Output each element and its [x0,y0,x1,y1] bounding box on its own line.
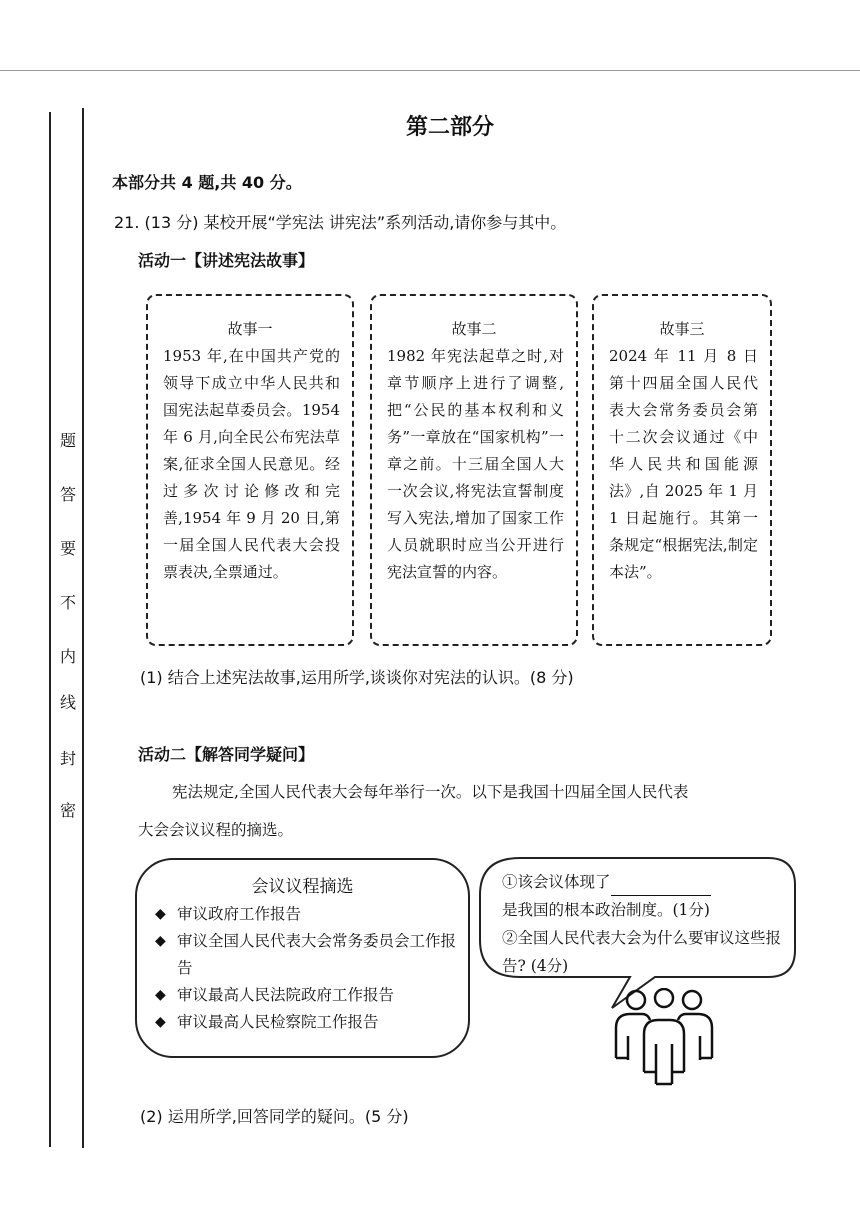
q1-prefix: ①该会议体现了 [502,873,611,891]
margin-char: 题 [59,431,76,450]
diamond-bullet-icon: ◆ [155,987,166,1003]
sub-question-1: (1) 结合上述宪法故事,运用所学,谈谈你对宪法的认识。(8 分) [140,668,574,687]
answer-blank[interactable] [611,879,711,896]
agenda-item: ◆ 审议政府工作报告 [155,901,456,928]
question-bubble-text [502,868,792,980]
margin-char: 要 [59,539,76,558]
activity-2-intro-line-2: 大会会议议程的摘选。 [138,821,294,839]
agenda-item: ◆ 审议全国人民代表大会常务委员会工作报告 [155,928,456,982]
agenda-title: 会议议程摘选 [251,877,354,897]
activity-2-intro-line-1: 宪法规定,全国人民代表大会每年举行一次。以下是我国十四届全国人民代表 [172,783,689,801]
margin-char: 答 [59,485,76,504]
diamond-bullet-icon: ◆ [155,933,166,949]
section-intro: 本部分共 4 题,共 40 分。 [112,173,302,192]
margin-char: 线 [59,693,76,712]
activity-2-heading: 活动二【解答同学疑问】 [138,745,315,764]
story-body: 1953 年,在中国共产党的领导下成立中华人民共和国宪法起草委员会。1954 年 6 月,向全民公布宪法草案,征求全国人民意见。经过多次讨论修改和完善,1954 年 9 月 20 日,第一届全国人民代表大会投票表决,全票通过。 [163,347,340,581]
story-title: 故事一 [227,320,273,338]
question-21: 21. (13 分) 某校开展“学宪法 讲宪法”系列活动,请你参与其中。 [114,213,567,232]
three-people-icon [608,988,720,1088]
margin-char: 封 [59,749,76,768]
story-body: 1982 年宪法起草之时,对章节顺序上进行了调整,把“公民的基本权利和义务”一章放在“国家机构”一章之前。十三届全国人大一次会议,将宪法宣誓制度写入宪法,增加了国家工作人员就职时应当公开进行宪法宣誓的内容。 [387,347,564,581]
page-title: 第二部分 [405,115,494,140]
diamond-bullet-icon: ◆ [155,906,166,922]
margin-char: 密 [59,801,76,820]
diamond-bullet-icon: ◆ [155,1014,166,1030]
q1-suffix: 是我国的根本政治制度。(1分) [502,901,710,919]
sub-question-2: (2) 运用所学,回答同学的疑问。(5 分) [140,1107,409,1126]
margin-char: 不 [59,593,76,612]
story-body: 2024 年 11 月 8 日第十四届全国人民代表大会常务委员会第十二次会议通过《中华人民共和国能源法》,自 2025 年 1 月 1 日起施行。其第一条规定“根据宪法,制定本法”。 [609,347,758,581]
story-title: 故事二 [451,320,497,338]
agenda-item: ◆ 审议最高人民法院政府工作报告 [155,982,456,1009]
q2: ②全国人民代表大会为什么要审议这些报告? (4分) [502,929,782,975]
agenda-item: ◆ 审议最高人民检察院工作报告 [155,1009,456,1036]
story-title: 故事三 [659,320,705,338]
activity-1-heading: 活动一【讲述宪法故事】 [138,251,315,270]
margin-char: 内 [59,647,76,666]
